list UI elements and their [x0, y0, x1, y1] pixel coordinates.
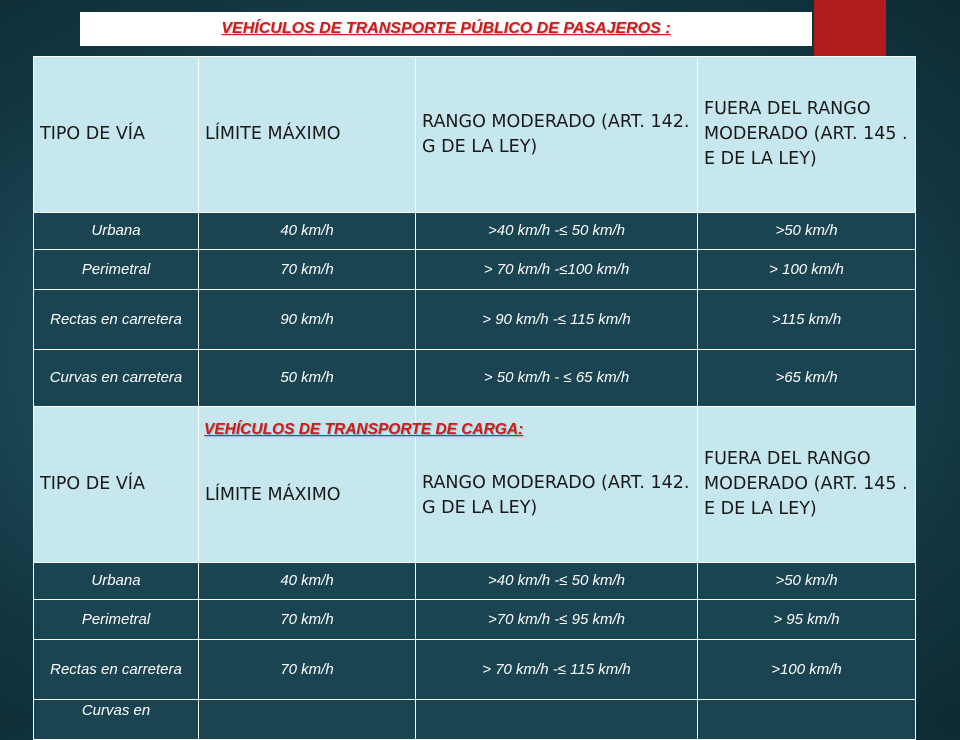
cell-rango: > 70 km/h -≤100 km/h [416, 250, 698, 290]
cell-tipo: Urbana [34, 563, 199, 600]
cell-rango: > 90 km/h -≤ 115 km/h [416, 290, 698, 350]
cell-limite: 90 km/h [199, 290, 416, 350]
header-limite: LÍMITE MÁXIMO [199, 407, 416, 563]
cell-rango: >40 km/h -≤ 50 km/h [416, 213, 698, 250]
cell-limite: 70 km/h [199, 640, 416, 700]
header-rango: RANGO MODERADO (ART. 142. G DE LA LEY) [416, 407, 698, 563]
cell-rango: >70 km/h -≤ 95 km/h [416, 600, 698, 640]
table-row [34, 600, 916, 640]
table-row [34, 290, 916, 350]
cell-tipo: Perimetral [34, 250, 199, 290]
header-rango: RANGO MODERADO (ART. 142. G DE LA LEY) [416, 57, 698, 213]
header-fuera: FUERA DEL RANGO MODERADO (ART. 145 . E DE LA LEY) [698, 407, 916, 563]
cell-fuera: >100 km/h [698, 640, 916, 700]
cell-limite: 40 km/h [199, 213, 416, 250]
table-row [34, 563, 916, 600]
passenger-speed-table [33, 56, 916, 407]
cell-limite: 40 km/h [199, 563, 416, 600]
table-row [34, 640, 916, 700]
table-row [34, 213, 916, 250]
cell-tipo: Rectas en carretera [34, 640, 199, 700]
header-tipo: TIPO DE VÍA [34, 407, 199, 563]
cell-rango: >40 km/h -≤ 50 km/h [416, 563, 698, 600]
cell-tipo: Curvas en [34, 700, 199, 740]
cargo-subtitle: VEHÍCULOS DE TRANSPORTE DE CARGA: [204, 421, 524, 438]
table-row [34, 350, 916, 407]
cell-tipo: Curvas en carretera [34, 350, 199, 407]
cell-fuera: > 95 km/h [698, 600, 916, 640]
cell-tipo: Urbana [34, 213, 199, 250]
accent-bar [814, 0, 886, 58]
header-fuera: FUERA DEL RANGO MODERADO (ART. 145 . E DE LA LEY) [698, 57, 916, 213]
title-banner [80, 12, 812, 46]
cell-tipo: Rectas en carretera [34, 290, 199, 350]
cell-rango: > 70 km/h -≤ 115 km/h [416, 640, 698, 700]
header-limite: LÍMITE MÁXIMO [199, 57, 416, 213]
cell-tipo: Perimetral [34, 600, 199, 640]
cell-limite: 70 km/h [199, 600, 416, 640]
cell-fuera: >115 km/h [698, 290, 916, 350]
cell-limite: 50 km/h [199, 350, 416, 407]
cell-fuera: >50 km/h [698, 213, 916, 250]
cell-fuera: > 100 km/h [698, 250, 916, 290]
header-tipo: TIPO DE VÍA [34, 57, 199, 213]
table-row [34, 250, 916, 290]
cell-limite: 70 km/h [199, 250, 416, 290]
cell-fuera: >65 km/h [698, 350, 916, 407]
cargo-speed-table [33, 406, 916, 740]
cell-rango: > 50 km/h - ≤ 65 km/h [416, 350, 698, 407]
table-header-row [34, 57, 916, 213]
cell-fuera: >50 km/h [698, 563, 916, 600]
page-title: VEHÍCULOS DE TRANSPORTE PÚBLICO DE PASAJEROS : [221, 20, 671, 37]
